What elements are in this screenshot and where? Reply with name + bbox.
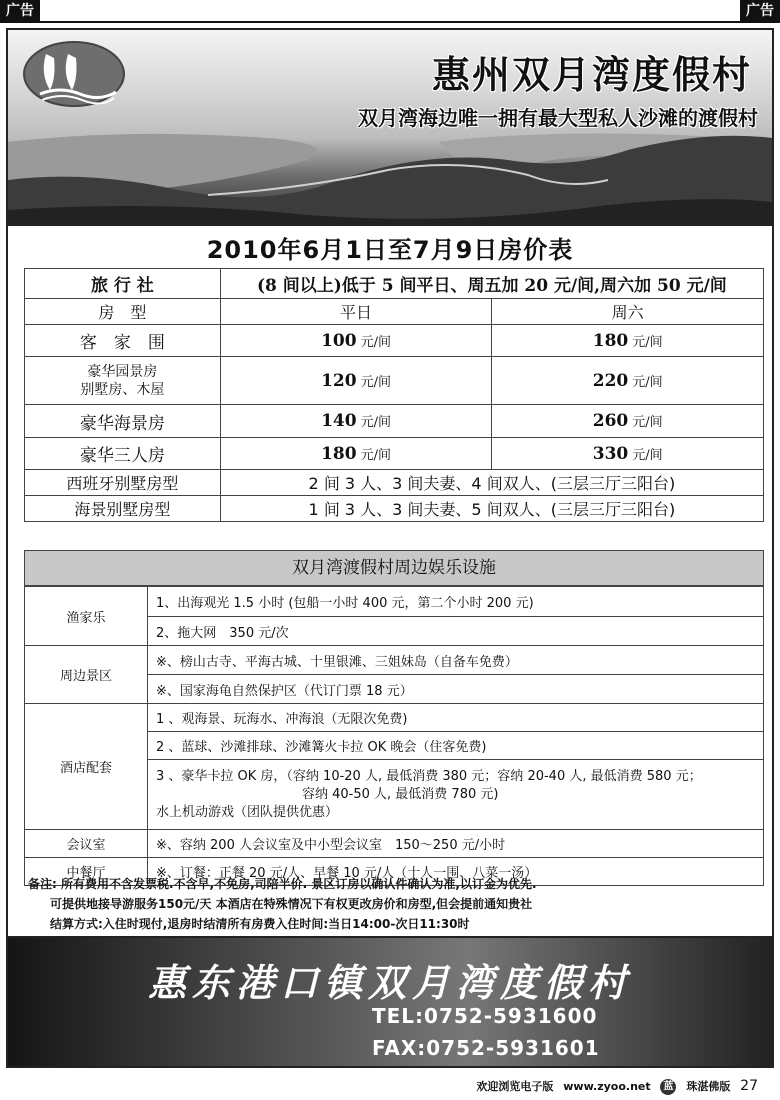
top-rule <box>0 21 780 23</box>
room-name: 客 家 围 <box>25 325 221 357</box>
ad-frame <box>6 28 774 1068</box>
site-url[interactable]: www.zyoo.net <box>563 1080 651 1093</box>
table-row <box>25 470 764 496</box>
table-row <box>25 587 764 617</box>
villa-desc: 2 间 3 人、3 间夫妻、4 间双人、(三层三厅三阳台) <box>220 470 763 496</box>
table-row <box>25 830 764 858</box>
weekday-price: 180 元/间 <box>220 438 492 470</box>
category-fishing: 渔家乐 <box>25 587 148 646</box>
notes <box>28 874 537 934</box>
price-table <box>24 268 764 522</box>
banner <box>8 30 772 226</box>
fax: FAX:0752-5931601 <box>372 1036 600 1060</box>
facility-item: 1 、观海景、玩海水、冲海浪（无限次免费) <box>148 704 764 732</box>
saturday-price: 180 元/间 <box>492 325 764 357</box>
price-list-title: 2010年6月1日至7月9日房价表 <box>206 236 574 264</box>
page-number: 27 <box>740 1078 758 1094</box>
welcome-text: 欢迎浏览电子版 <box>476 1080 554 1093</box>
category-scenic: 周边景区 <box>25 646 148 704</box>
room-name: 豪华三人房 <box>25 438 221 470</box>
table-row <box>25 325 764 357</box>
page-footer-text <box>470 1078 758 1095</box>
category-meeting: 会议室 <box>25 830 148 858</box>
category-hotel: 酒店配套 <box>25 704 148 830</box>
agency-note: (8 间以上)低于 5 间平日、周五加 20 元/间,周六加 50 元/间 <box>220 269 763 299</box>
table-row <box>25 405 764 438</box>
col-weekday: 平日 <box>220 299 492 325</box>
saturday-price: 330 元/间 <box>492 438 764 470</box>
category-dining: 中餐厅 <box>25 858 148 886</box>
table-row <box>25 704 764 732</box>
table-row <box>25 438 764 470</box>
facility-item: 1、出海观光 1.5 小时 (包船一小时 400 元，第二个小时 200 元) <box>148 587 764 617</box>
room-name: 豪华海景房 <box>25 405 221 438</box>
facility-item: ※、榜山古寺、平海古城、十里银滩、三姐妹岛（自备车免费） <box>148 646 764 675</box>
facility-item: ※、容纳 200 人会议室及中小型会议室 150～250 元/小时 <box>148 830 764 858</box>
facility-item: ※、国家海龟自然保护区（代订门票 18 元） <box>148 675 764 704</box>
facility-item: 2、拖大网 350 元/次 <box>148 617 764 646</box>
agency-row <box>25 269 764 299</box>
edition-badge-icon: 蓝 <box>660 1079 676 1095</box>
saturday-price: 220 元/间 <box>492 357 764 405</box>
agency-label: 旅 行 社 <box>25 269 221 299</box>
double-moon-logo-icon <box>20 38 128 110</box>
telephone: TEL:0752-5931600 <box>372 1004 598 1028</box>
col-saturday: 周六 <box>492 299 764 325</box>
edition-name: 珠湛佛版 <box>686 1080 731 1093</box>
ad-tag-right: 广告 <box>740 0 780 22</box>
weekday-price: 140 元/间 <box>220 405 492 438</box>
note-line: 结算方式:入住时现付,退房时结清所有房费入住时间:当日14:00-次日11:30时 <box>50 917 470 931</box>
facilities-title: 双月湾渡假村周边娱乐设施 <box>24 550 764 586</box>
table-row <box>25 357 764 405</box>
table-row <box>25 646 764 675</box>
col-room-type: 房 型 <box>25 299 221 325</box>
villa-name: 西班牙别墅房型 <box>25 470 221 496</box>
note-line: 备注: 所有费用不含发票税.不含早,不免房,司陪半价. 景区订房以确认件确认为准,以订金为优先. <box>28 877 537 891</box>
weekday-price: 120 元/间 <box>220 357 492 405</box>
facility-item: 3 、豪华卡拉 OK 房，（容纳 10-20 人, 最低消费 380 元；容纳 20-40 人, 最低消费 580 元； 容纳 40-50 人, 最低消费 780 元) 水上机动游戏（团队提供优惠） <box>148 760 764 830</box>
villa-name: 海景别墅房型 <box>25 496 221 522</box>
footer-banner <box>8 936 772 1066</box>
table-row <box>25 496 764 522</box>
footer-resort-name: 惠东港口镇双月湾度假村 <box>147 960 632 1005</box>
weekday-price: 100 元/间 <box>220 325 492 357</box>
page-footer <box>0 1072 780 1100</box>
resort-slogan: 双月湾海边唯一拥有最大型私人沙滩的渡假村 <box>358 106 758 130</box>
villa-desc: 1 间 3 人、3 间夫妻、5 间双人、(三层三厅三阳台) <box>220 496 763 522</box>
facilities-table <box>24 586 764 886</box>
ad-tag-left: 广告 <box>0 0 40 22</box>
room-name: 豪华园景房 别墅房、木屋 <box>25 357 221 405</box>
note-line: 可提供地接导游服务150元/天 本酒店在特殊情况下有权更改房价和房型,但会提前通知贵社 <box>50 897 533 911</box>
table-header <box>25 299 764 325</box>
facility-item: ※、订餐：正餐 20 元/人、早餐 10 元/人（十人一围、八菜一汤） <box>148 858 764 886</box>
resort-title: 惠州双月湾度假村 <box>431 53 752 97</box>
facility-item: 2 、蓝球、沙滩排球、沙滩篝火卡拉 OK 晚会（住客免费) <box>148 732 764 760</box>
saturday-price: 260 元/间 <box>492 405 764 438</box>
